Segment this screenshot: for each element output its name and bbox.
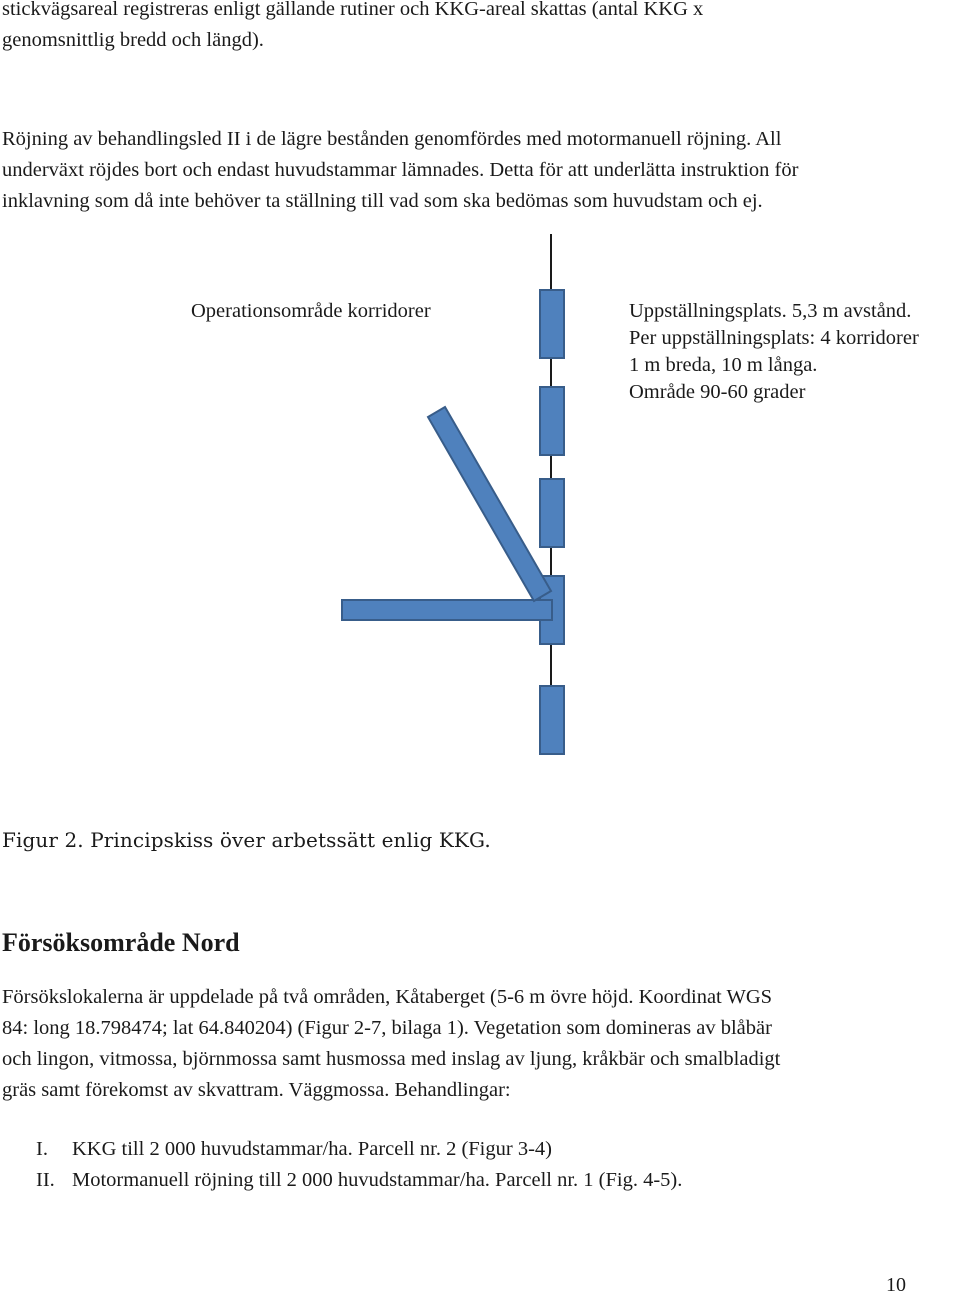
site-paragraph — [2, 982, 952, 1106]
figure-caption: Figur 2. Principskiss över arbetssätt enlig KKG. — [2, 828, 491, 852]
intro-paragraph — [2, 0, 952, 56]
list-number: I. — [36, 1138, 48, 1160]
page-number: 10 — [886, 1274, 906, 1296]
list-text: Motormanuell röjning till 2 000 huvudstammar/ha. Parcell nr. 1 (Fig. 4-5). — [72, 1169, 683, 1191]
list-text: KKG till 2 000 huvudstammar/ha. Parcell nr. 2 (Figur 3-4) — [72, 1138, 552, 1160]
text-line: Försökslokalerna är uppdelade på två områden, Kåtaberget (5-6 m övre höjd. Koordinat WGS — [2, 986, 773, 1008]
operation-area-label: Operationsområde korridorer — [191, 300, 431, 322]
list-number: II. — [36, 1169, 55, 1191]
text-line: gräs samt förekomst av skvattram. Väggmossa. Behandlingar: — [2, 1079, 511, 1101]
text-line: Område 90-60 grader — [629, 381, 806, 403]
text-line: 1 m breda, 10 m långa. — [629, 354, 818, 376]
treatment-list — [2, 1134, 682, 1196]
setup-position-2 — [540, 387, 564, 455]
list-item — [2, 1134, 682, 1165]
corridor-horizontal — [342, 600, 552, 620]
text-line: Röjning av behandlingsled II i de lägre bestånden genomfördes med motormanuell röjning. All — [2, 128, 782, 150]
text-line: genomsnittlig bredd och längd). — [2, 29, 264, 51]
text-line: underväxt röjdes bort och endast huvudstammar lämnades. Detta för att underlätta instruktion för — [2, 159, 799, 181]
section-heading: Försöksområde Nord — [2, 928, 240, 957]
setup-position-1 — [540, 290, 564, 358]
clearing-paragraph — [2, 124, 952, 217]
text-line: stickvägsareal registreras enligt gällande rutiner och KKG-areal skattas (antal KKG x — [2, 0, 704, 20]
setup-description-label — [629, 298, 919, 406]
setup-position-5 — [540, 686, 564, 754]
list-item — [2, 1165, 682, 1196]
text-line: och lingon, vitmossa, björnmossa samt husmossa med inslag av ljung, kråkbär och smalbladigt — [2, 1048, 781, 1070]
text-line: 84: long 18.798474; lat 64.840204) (Figur 2-7, bilaga 1). Vegetation som domineras av blåbär — [2, 1017, 772, 1039]
text-line: Per uppställningsplats: 4 korridorer — [629, 327, 919, 349]
text-line: Uppställningsplats. 5,3 m avstånd. — [629, 300, 912, 322]
corridor-angled — [428, 407, 551, 601]
text-line: inklavning som då inte behöver ta ställning till vad som ska bedömas som huvudstam och ej. — [2, 190, 763, 212]
setup-position-3 — [540, 479, 564, 547]
